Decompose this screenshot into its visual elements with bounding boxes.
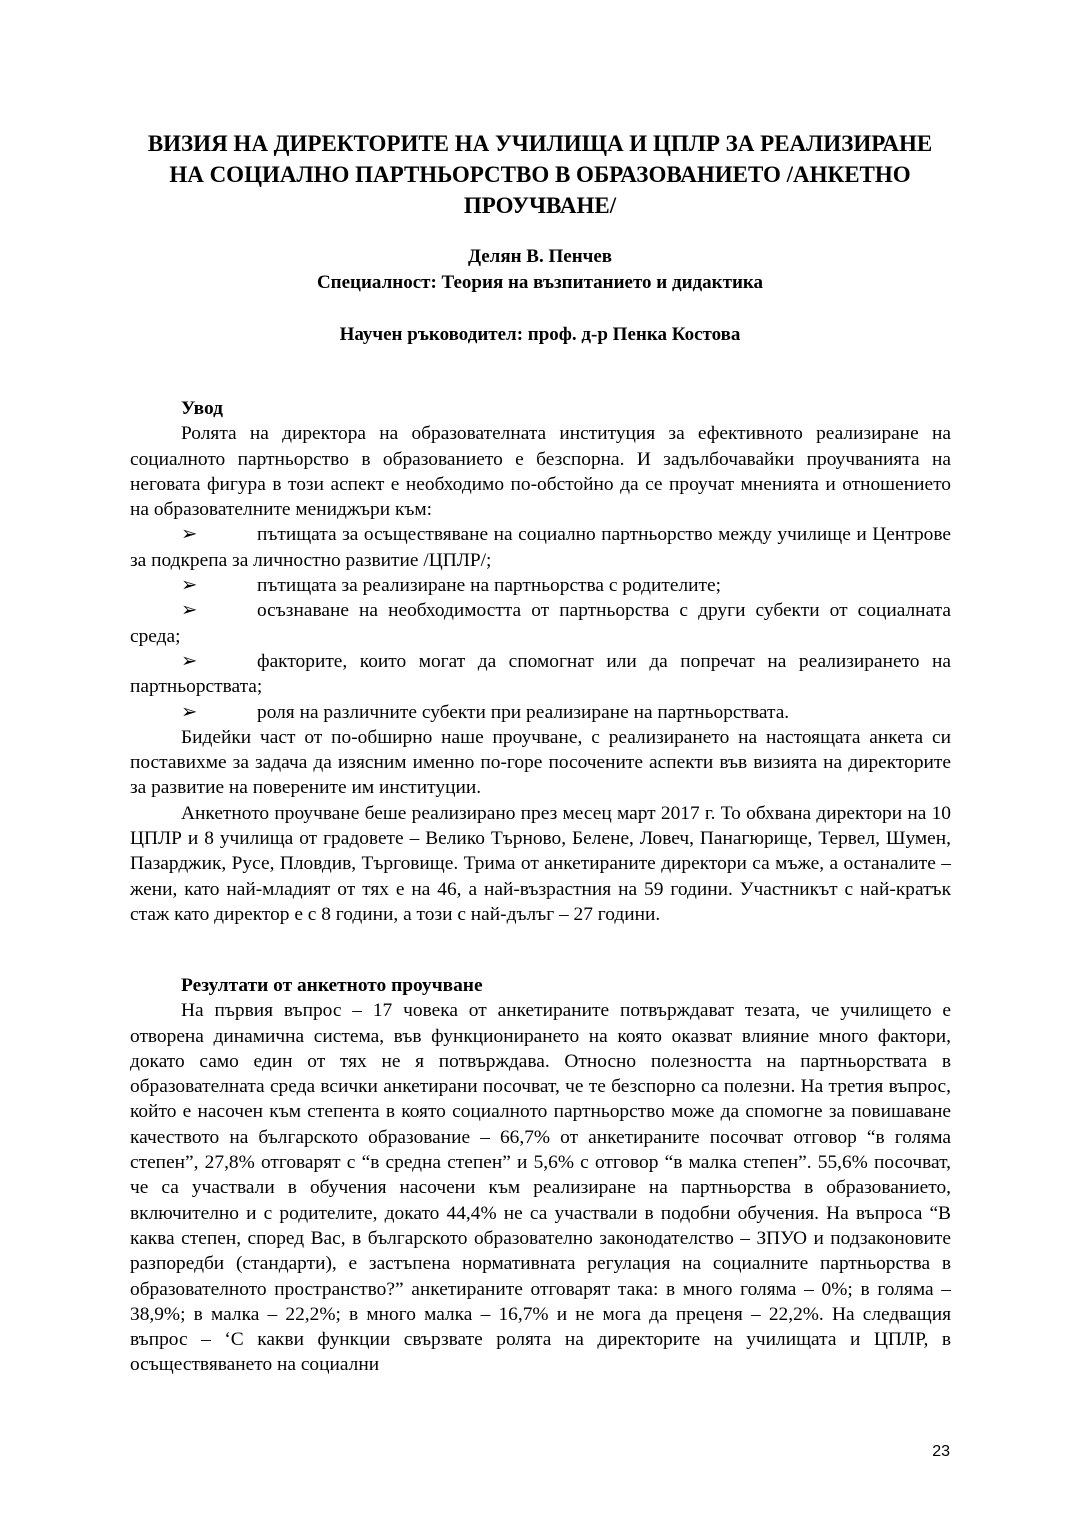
intro-paragraph-1: Ролята на директора на образователната институция за ефективното реализиране на социалното партньорство в образованието е безспорна. И задълбочавайки проучванията на неговата фигура в този аспект е необходимо по-обстойно да се проучат мненията и отношението на образователните мениджъри към: [130, 423, 951, 521]
bullet-text: факторите, които могат да спомогнат или да попречат на реализирането на партньорствата; [130, 650, 951, 698]
results-heading: Резултати от анкетното проучване [181, 975, 483, 996]
bullet-text: роля на различните субекти при реализиране на партньорствата. [257, 701, 790, 723]
arrow-bullet-icon: ➢ [181, 701, 198, 723]
bullet-item [130, 649, 951, 700]
bullet-item [130, 598, 951, 649]
arrow-bullet-icon: ➢ [181, 650, 198, 672]
results-section [130, 973, 951, 1378]
intro-section [130, 396, 951, 927]
intro-heading: Увод [181, 398, 223, 419]
bullet-text: пътищата за реализиране на партньорства с родителите; [257, 575, 722, 597]
author-name: Делян В. Пенчев [467, 246, 613, 267]
results-paragraph: На първия въпрос – 17 човека от анкетираните потвърждават тезата, че училището е отворена динамична система, във функционирането на която оказват влияние много фактори, докато само един от тях не я потвърждава. Относно полезността на партньорствата в образователната среда всички анкетирани посочват, че те безспорно са полезни. На третия въпрос, който е насочен към степента в която социалното партньорство може да спомогне за повишаване качеството на българското образование – 66,7% от анкетираните посочват отговор “в голяма степен”, 27,8% отговарят с “в средна степен” и 5,6% с отговор “в малка степен”. 55,6% посочват, че са участвали в обучения насочени към реализиране на партньорства в образованието, включително и с родителите, докато 44,4% не са участвали в подобни обучения. На въпроса “В каква степен, според Вас, в българското образователно законодателство – ЗПУО и подзаконовите разпоредби (стандарти), е застъпена нормативната регулация на социалните партньорства в образователното пространство?” анкетираните отговарят така: в много голяма – 0%; в голяма – 38,9%; в малка – 22,2%; в много малка – 16,7% и не мога да преценя – 22,2%. На следващия въпрос – ‘С какви функции свързвате ролята на директорите на училищата и ЦПЛР, в осъществяването на социални [130, 1000, 951, 1376]
intro-paragraph-3: Анкетното проучване беше реализирано през месец март 2017 г. То обхвана директори на 10 ЦПЛР и 8 училища от градовете – Велико Търново, Белене, Ловеч, Панагюрище, Тервел, Шумен, Пазарджик, Русе, Пловдив, Търговище. Трима от анкетираните директори са мъже, а останалите – жени, като най-младият от тях е на 46, а най-възрастния на 59 години. Участникът с най-кратък стаж като директор е с 8 години, а този с най-дълъг – 27 години. [130, 802, 951, 925]
intro-paragraph-2: Бидейки част от по-обширно наше проучване, с реализирането на настоящата анкета си поставихме за задача да изясним именно по-горе посочените аспекти във визията на директорите за развитие на поверените им институции. [130, 726, 951, 799]
arrow-bullet-icon: ➢ [181, 575, 198, 597]
bullet-text: пътищата за осъществяване на социално партньорство между училище и Центрове за подкрепа за личностно развитие /ЦПЛР/; [130, 524, 951, 571]
paper-title: ВИЗИЯ НА ДИРЕКТОРИТЕ НА УЧИЛИЩА И ЦПЛР ЗА РЕАЛИЗИРАНЕ НА СОЦИАЛНО ПАРТНЬОРСТВО В ОБРАЗОВАНИЕТО /АНКЕТНО ПРОУЧВАНЕ/ [147, 131, 933, 218]
bullet-item [130, 573, 951, 598]
bullet-item [130, 522, 951, 573]
author-specialty: Специалност: Теория на възпитанието и дидактика [316, 272, 764, 293]
arrow-bullet-icon: ➢ [181, 600, 198, 622]
supervisor: Научен ръководител: проф. д-р Пенка Костова [339, 324, 741, 345]
bullet-item [130, 700, 951, 725]
author-block [130, 244, 950, 296]
bullet-text: осъзнаване на необходимостта от партньорства с други субекти от социалната среда; [130, 600, 951, 647]
page-number: 23 [932, 1443, 950, 1460]
arrow-bullet-icon: ➢ [181, 524, 198, 546]
